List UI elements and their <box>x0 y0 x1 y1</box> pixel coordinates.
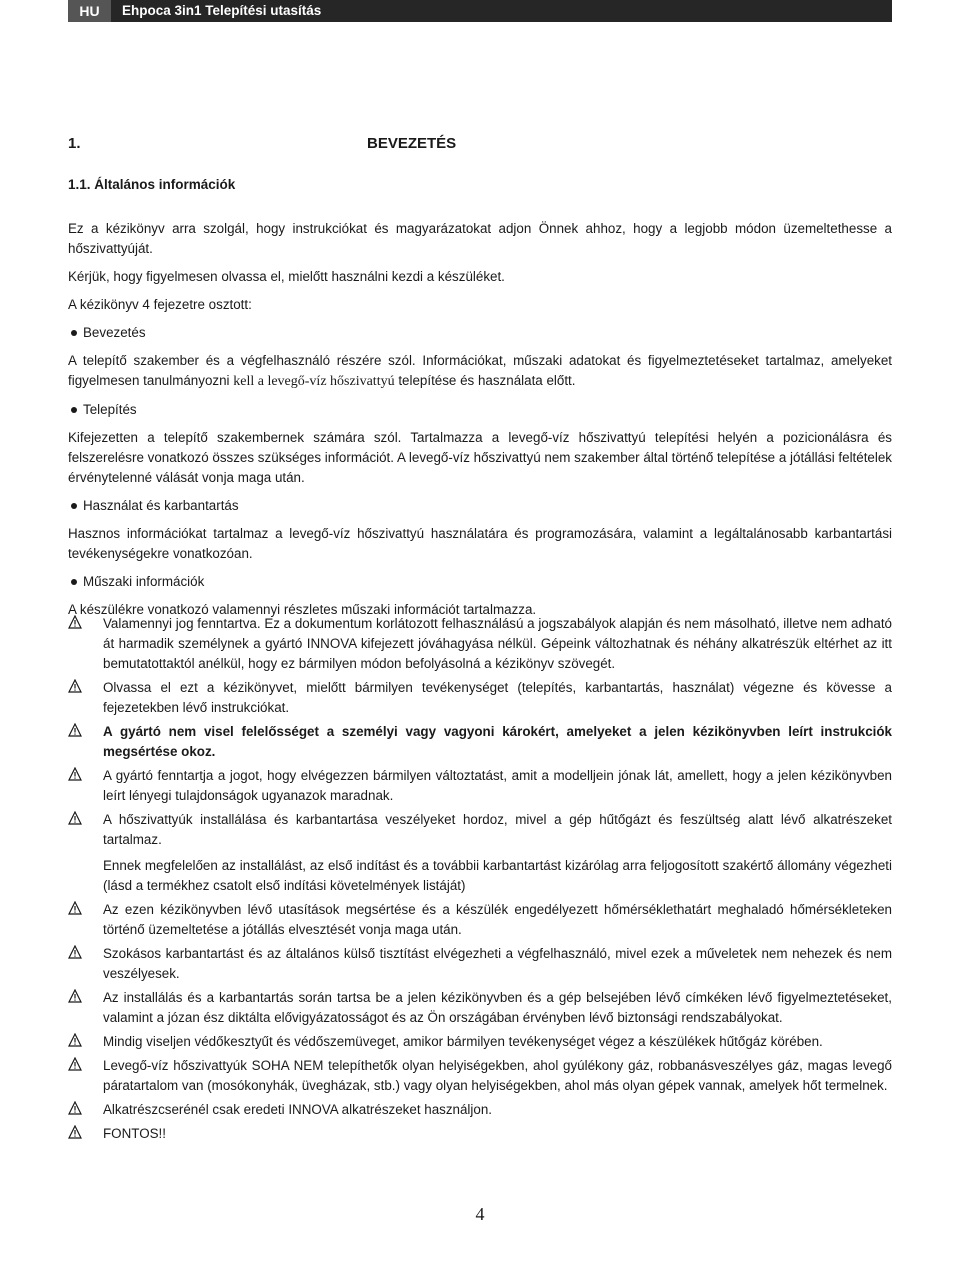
warning-item: Valamennyi jog fenntartva. Ez a dokumentum korlátozott felhasználású a jogszabályok alapján és nem másolható, illetve nem adható át harmadik személynek a gyártó INNOVA kifejezett jóváhagyása nélkül. Gépeink változhatnak és néhány alkatrészük eltérhet az itt bemutatottaktól anélkül, hogy ez bármilyen módon befolyásolná a kézikönyv szövegét. <box>68 614 892 674</box>
warning-icon <box>68 1033 82 1047</box>
warning-item: Az ezen kézikönyvben lévő utasítások megsértése és a készülék engedélyezett hőmérséklethatárt meghaladó hőmérsékleteken történő üzemeltetése a jótállás elvesztését vonja maga után. <box>68 900 892 940</box>
subsection-title: 1.1. Általános információk <box>68 177 236 192</box>
warning-icon <box>68 1057 82 1071</box>
warning-icon <box>68 945 82 959</box>
chapter-title: Használat és karbantartás <box>83 498 239 513</box>
warning-icon <box>68 1101 82 1115</box>
document-title: Ehpoca 3in1 Telepítési utasítás <box>122 3 322 18</box>
intro-content <box>68 219 892 628</box>
warning-item: Szokásos karbantartást és az általános külső tisztítást elvégezheti a végfelhasználó, mivel ezek a műveletek nem nehezek és nem veszélyesek. <box>68 944 892 984</box>
warning-icon <box>68 989 82 1003</box>
chapter-description: A készülékre vonatkozó valamennyi részletes műszaki információt tartalmazza. <box>68 602 537 617</box>
warning-item: A gyártó fenntartja a jogot, hogy elvégezzen bármilyen változtatást, amit a modelljein jónak lát, amellett, hogy a jelen kézikönyvben leírt lényegi tulajdonságok ugyanazok maradnak. <box>68 766 892 806</box>
bullet-icon <box>71 407 77 413</box>
bullet-icon <box>71 503 77 509</box>
chapter-description: Kifejezetten a telepítő szakembernek számára szól. Tartalmazza a levegő-víz hőszivattyú telepítési helyén a pozicionálásra és felszerelésre vonatkozó összes szükséges információt. A levegő-víz hőszivattyú nem szakember által történő telepítése a jótállási feltételek érvénytelenné válását vonja maga után. <box>68 430 892 485</box>
warning-icon <box>68 615 82 629</box>
warning-icon <box>68 767 82 781</box>
warning-item: A hőszivattyúk installálása és karbantartása veszélyeket hordoz, mivel a gép hűtőgázt és feszültség alatt lévő alkatrészeket tartalmaz. Ennek megfelelően az installálást, az első indítást és a továbbii karbantartást kizárólag arra feljogosított szakértő állomány végezheti (lásd a termékhez csatolt első indítási követelmények listáját) <box>68 810 892 896</box>
chapter-bullet <box>68 496 892 516</box>
warning-icon <box>68 811 82 825</box>
warning-item: Az installálás és a karbantartás során tartsa be a jelen kézikönyvben és a gép belsejében lévő címkéken lévő figyelmeztetéseket, valamint a józan ész diktálta elővigyázatosságot és az Ön országában érvényben lévő biztonsági rendszabályokat. <box>68 988 892 1028</box>
page-number: 4 <box>475 1204 485 1224</box>
language-badge: HU <box>68 0 111 22</box>
bullet-icon <box>71 579 77 585</box>
warning-item: Olvassa el ezt a kézikönyvet, mielőtt bármilyen tevékenységet (telepítés, karbantartás, használat) végezne és kövesse a fejezetekben lévő instrukciókat. <box>68 678 892 718</box>
warning-icon <box>68 679 82 693</box>
chapter-title: Bevezetés <box>83 325 146 340</box>
chapter-title: Műszaki információk <box>83 574 205 589</box>
warning-icon <box>68 901 82 915</box>
section-number: 1. <box>68 135 81 152</box>
intro-paragraph: A kézikönyv 4 fejezetre osztott: <box>68 297 252 312</box>
warning-icon <box>68 723 82 737</box>
chapter-description: Hasznos információkat tartalmaz a levegő-víz hőszivattyú használatára és programozására, valamint a legáltalánosabb karbantartási tevékenységekre vonatkozóan. <box>68 526 892 561</box>
chapter-title: Telepítés <box>83 402 137 417</box>
warning-item: Levegő-víz hőszivattyúk SOHA NEM telepíthetők olyan helyiségekben, ahol gyúlékony gáz, robbanásveszélyes gáz, magas levegő páratartalom van (mosókonyhák, üvegházak, stb.) vagy olyan helyiségekben, ahol más olyan gépek vannak, amelyek hőt termelnek. <box>68 1056 892 1096</box>
chapter-bullet <box>68 400 892 420</box>
warning-item: A gyártó nem visel felelősséget a személyi vagy vagyoni károkért, amelyeket a jelen kézikönyvben leírt instrukciók megsértése okoz. <box>68 722 892 762</box>
warning-icon <box>68 1125 82 1139</box>
chapter-description: A telepítő szakember és a végfelhasználó részére szól. Információkat, műszaki adatokat és figyelmeztetéseket tartalmaz, amelyeket figyelmesen tanulmányozni kell a levegő-víz hőszivattyú telepítése és használata előtt. <box>68 353 892 389</box>
warning-item: Mindig viseljen védőkesztyűt és védőszemüveget, amikor bármilyen tevékenységet végez a készülékek hűtőgáz körében. <box>68 1032 892 1052</box>
section-title: BEVEZETÉS <box>367 135 457 152</box>
intro-paragraph: Ez a kézikönyv arra szolgál, hogy instrukciókat és magyarázatokat adjon Önnek ahhoz, hogy a legjobb módon üzemeltethesse a hőszivattyúját. <box>68 221 892 256</box>
warning-item: Alkatrészcserénél csak eredeti INNOVA alkatrészeket használjon. <box>68 1100 892 1120</box>
chapter-bullet <box>68 323 892 343</box>
warning-list <box>68 614 892 1148</box>
warning-item: FONTOS!! <box>68 1124 892 1144</box>
chapter-bullet <box>68 572 892 592</box>
intro-paragraph: Kérjük, hogy figyelmesen olvassa el, mielőtt használni kezdi a készüléket. <box>68 269 505 284</box>
header-bar <box>68 0 892 22</box>
bullet-icon <box>71 330 77 336</box>
